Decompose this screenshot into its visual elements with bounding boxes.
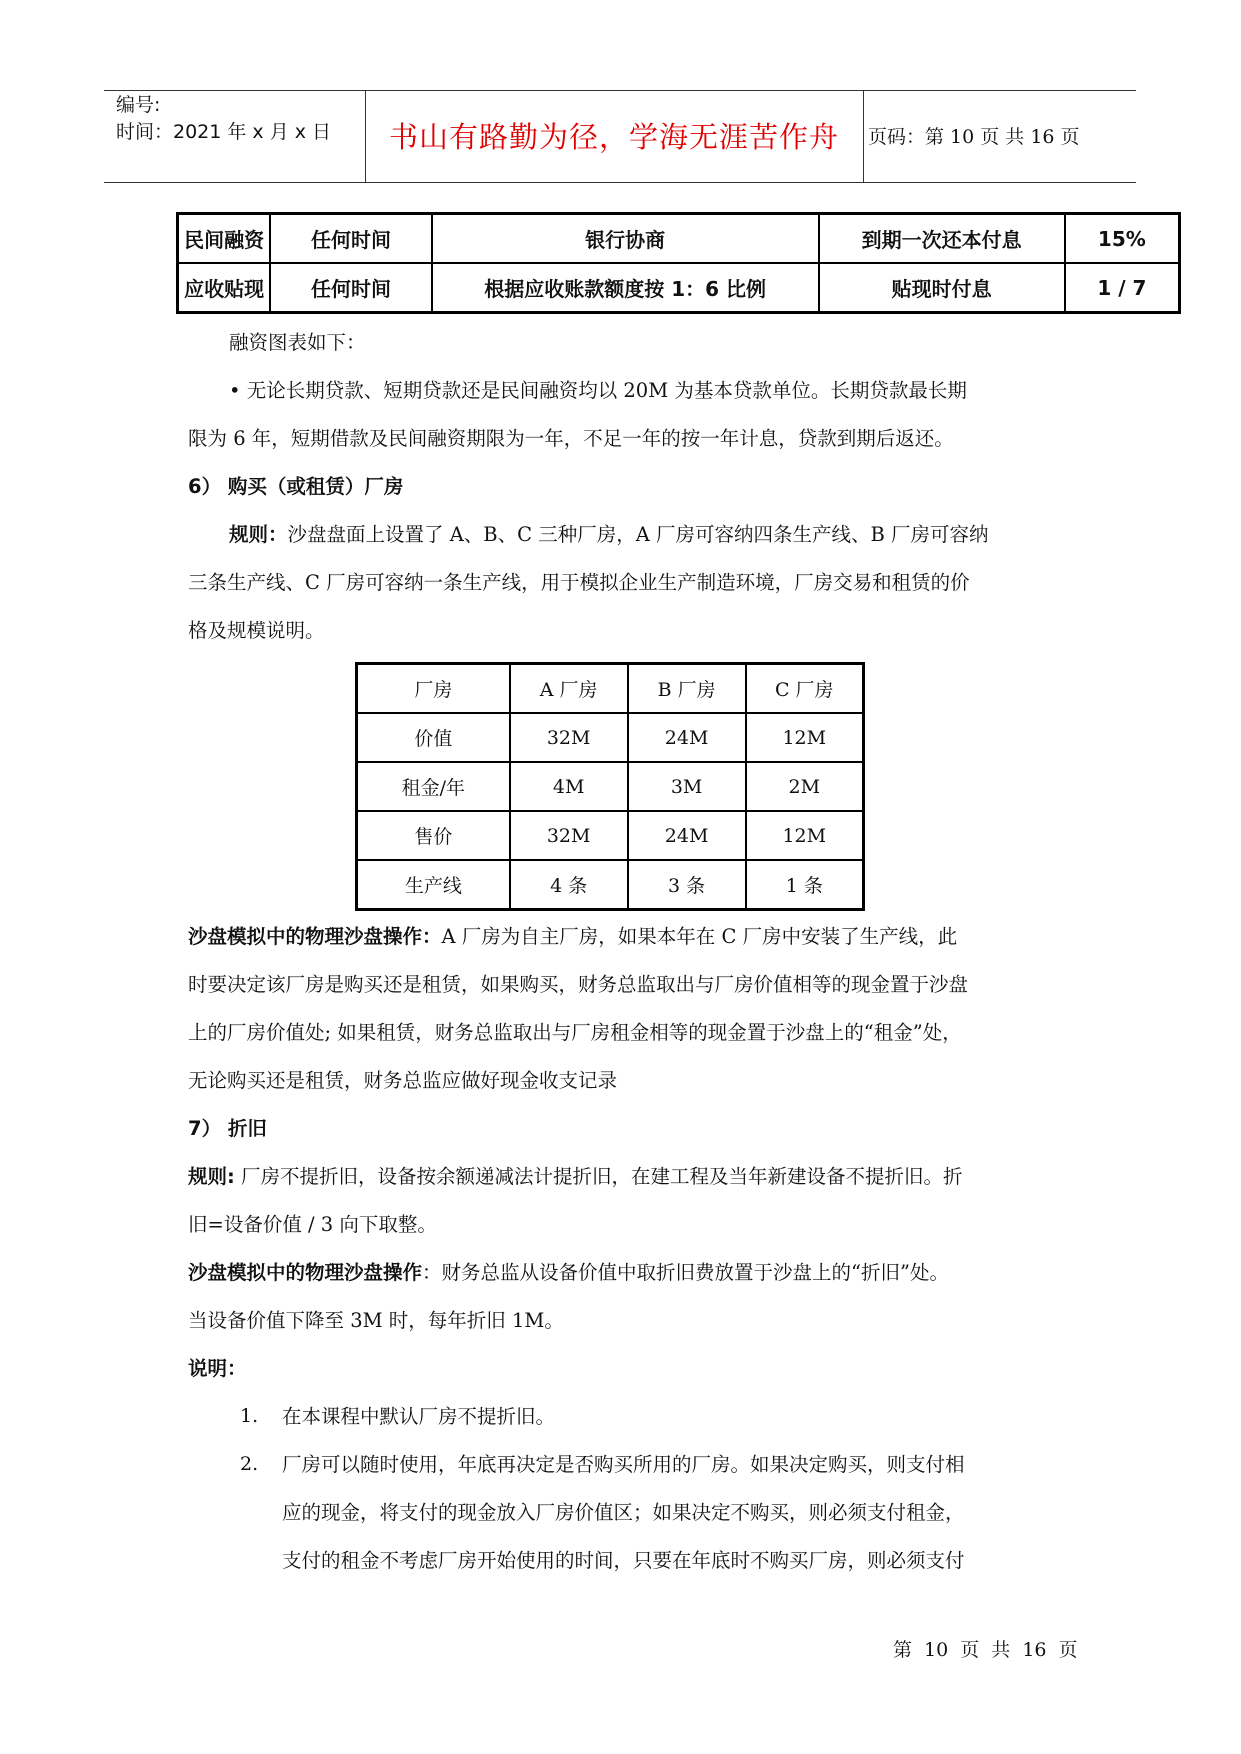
table-header-cell: 厂房 <box>357 664 510 714</box>
table-cell: 价值 <box>357 713 510 762</box>
rule-7-line: 旧=设备价值 / 3 向下取整。 <box>188 1213 437 1236</box>
list-item-continued: 支付的租金不考虑厂房开始使用的时间，只要在年底时不购买厂房，则必须支付 <box>282 1549 965 1572</box>
section-6-title: 6） 购买（或租赁）厂房 <box>188 475 404 498</box>
table-cell: 1 条 <box>746 860 864 910</box>
rule-7-line <box>188 1153 1068 1201</box>
table-cell: 12M <box>746 713 864 762</box>
operation-7-label: 沙盘模拟中的物理沙盘操作 <box>188 1261 423 1284</box>
time-label: 时间：2021 年 x 月 x 日 <box>116 121 332 143</box>
section-7-title: 7） 折旧 <box>188 1117 267 1140</box>
table-cell: 3M <box>628 762 746 811</box>
table-cell: 15% <box>1065 214 1180 264</box>
table-header-cell: B 厂房 <box>628 664 746 714</box>
operation-6-line: 无论购买还是租赁，财务总监应做好现金收支记录 <box>188 1069 618 1092</box>
table-cell: 生产线 <box>357 860 510 910</box>
table-row <box>357 811 864 860</box>
table-header-cell: A 厂房 <box>510 664 628 714</box>
operation-7-line: 当设备价值下降至 3M 时，每年折旧 1M。 <box>188 1309 564 1332</box>
rule-6-line: 格及规模说明。 <box>188 619 325 642</box>
operation-7-line <box>188 1249 1068 1297</box>
table-cell: 应收贴现 <box>178 263 271 313</box>
table-cell: 3 条 <box>628 860 746 910</box>
header-meta <box>116 92 331 146</box>
table-row <box>357 762 864 811</box>
operation-6-line <box>188 913 1068 961</box>
serial-label: 编号: <box>116 94 161 116</box>
rule-6-line: 三条生产线、C 厂房可容纳一条生产线，用于模拟企业生产制造环境，厂房交易和租赁的价 <box>188 571 970 594</box>
operation-6-line: 上的厂房价值处; 如果租赁，财务总监取出与厂房租金相等的现金置于沙盘上的“租金”处， <box>188 1021 962 1044</box>
header-motto: 书山有路勤为径，学海无涯苦作舟 <box>388 120 839 154</box>
header-top-rule <box>104 90 1136 91</box>
table-header-cell: C 厂房 <box>746 664 864 714</box>
table-row <box>178 214 1180 264</box>
table-cell: 32M <box>510 713 628 762</box>
rule-7-label: 规则: <box>188 1165 235 1188</box>
table-cell: 租金/年 <box>357 762 510 811</box>
rule-7-text: 厂房不提折旧，设备按余额递减法计提折旧，在建工程及当年新建设备不提折旧。折 <box>234 1165 963 1188</box>
note-label: 说明： <box>188 1357 247 1380</box>
table-cell: 贴现时付息 <box>819 263 1065 313</box>
rule-6-label: 规则： <box>229 523 288 546</box>
table-cell: 根据应收账款额度按 1：6 比例 <box>432 263 819 313</box>
list-item-continued: 应的现金，将支付的现金放入厂房价值区；如果决定不购买，则必须支付租金， <box>282 1501 965 1524</box>
page-header <box>104 90 1136 182</box>
table-cell: 1 / 7 <box>1065 263 1180 313</box>
bullet-line: 限为 6 年，短期借款及民间融资期限为一年，不足一年的按一年计息，贷款到期后返还。 <box>188 427 954 450</box>
list-number: 1. <box>240 1405 259 1427</box>
list-number: 2. <box>240 1453 259 1475</box>
list-item: 厂房可以随时使用，年底再决定是否购买所用的厂房。如果决定购买，则支付相 <box>282 1453 965 1476</box>
bullet-line: • 无论长期贷款、短期贷款还是民间融资均以 20M 为基本贷款单位。长期贷款最长期 <box>229 379 967 402</box>
table-cell: 24M <box>628 811 746 860</box>
table-cell: 4M <box>510 762 628 811</box>
table-cell: 12M <box>746 811 864 860</box>
table-cell: 售价 <box>357 811 510 860</box>
list-item: 在本课程中默认厂房不提折旧。 <box>282 1405 556 1428</box>
rule-6-text: 沙盘盘面上设置了 A、B、C 三种厂房，A 厂房可容纳四条生产线、B 厂房可容纳 <box>287 523 989 546</box>
header-divider <box>863 90 864 182</box>
table-cell: 任何时间 <box>270 263 432 313</box>
table-header-row <box>357 664 864 714</box>
table-cell: 民间融资 <box>178 214 271 264</box>
table-cell: 银行协商 <box>432 214 819 264</box>
table-cell: 到期一次还本付息 <box>819 214 1065 264</box>
operation-7-text: ：财务总监从设备价值中取折旧费放置于沙盘上的“折旧”处。 <box>422 1261 949 1284</box>
operation-6-line: 时要决定该厂房是购买还是租赁，如果购买，财务总监取出与厂房价值相等的现金置于沙盘 <box>188 973 969 996</box>
operation-6-text: A 厂房为自主厂房，如果本年在 C 厂房中安装了生产线，此 <box>441 925 958 948</box>
factory-table <box>355 662 865 911</box>
table-row <box>357 713 864 762</box>
header-divider <box>365 90 366 182</box>
table-cell: 任何时间 <box>270 214 432 264</box>
table-cell: 32M <box>510 811 628 860</box>
rule-6-line <box>229 511 1109 559</box>
table-row <box>357 860 864 910</box>
operation-6-label: 沙盘模拟中的物理沙盘操作： <box>188 925 442 948</box>
chart-intro: 融资图表如下： <box>229 331 366 354</box>
table-cell: 4 条 <box>510 860 628 910</box>
header-page-label: 页码：第 10 页 共 16 页 <box>868 126 1080 148</box>
table-cell: 2M <box>746 762 864 811</box>
table-row <box>178 263 1180 313</box>
header-bottom-rule <box>104 182 1136 183</box>
page-footer: 第 10 页 共 16 页 <box>893 1639 1078 1661</box>
table-cell: 24M <box>628 713 746 762</box>
financing-table <box>176 212 1181 314</box>
